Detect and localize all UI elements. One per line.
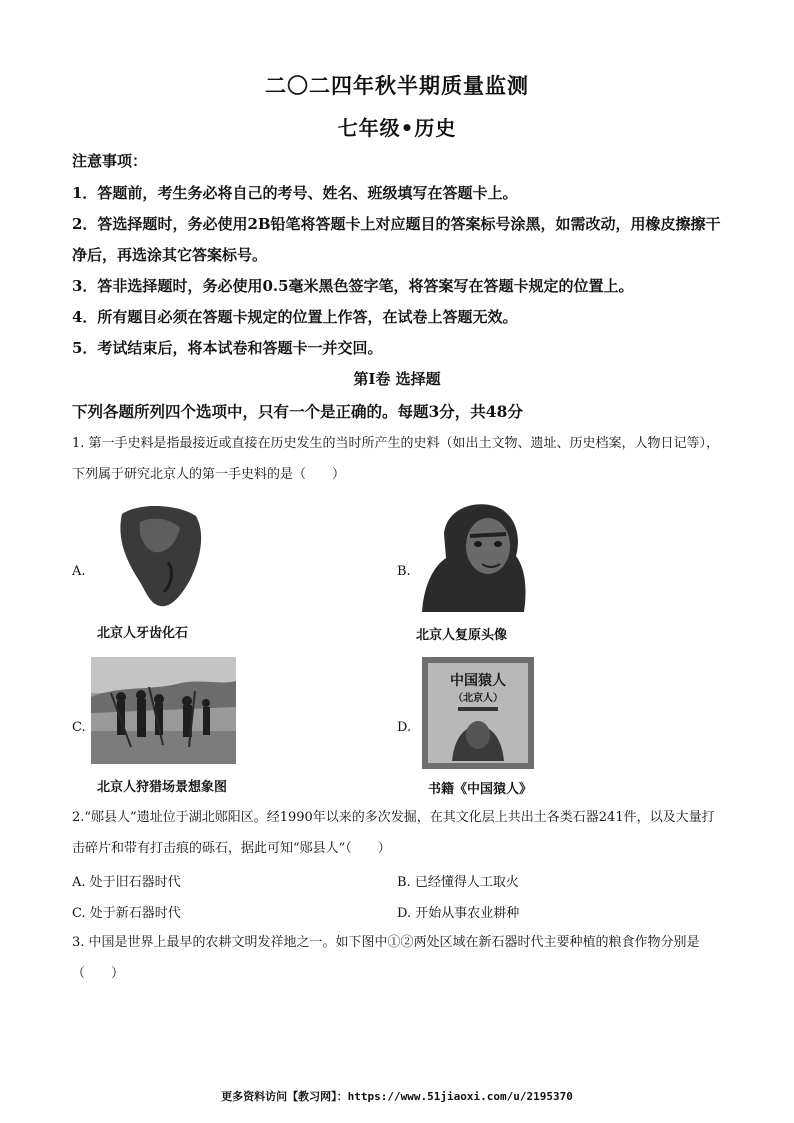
section-instruction: 下列各题所列四个选项中，只有一个是正确的。每题3分，共48分 bbox=[72, 402, 523, 421]
q1-option-c-letter[interactable]: C. bbox=[72, 720, 86, 735]
q1-option-a-caption: 北京人牙齿化石 bbox=[97, 626, 189, 641]
notice-heading: 注意事项： bbox=[72, 152, 148, 170]
tooth-fossil-image bbox=[110, 500, 210, 612]
question-1-stem: 1. 第一手史料是指最接近或直接在历史发生的当时所产生的史料（如出土文物、遗址、历史档案，人物日记等），下列属于研究北京人的第一手史料的是（ ） bbox=[72, 436, 720, 482]
book-cover-image bbox=[422, 657, 534, 769]
q1-option-b-letter[interactable]: B. bbox=[397, 564, 411, 579]
q1-option-b-caption: 北京人复原头像 bbox=[416, 628, 508, 643]
q1-option-d-letter[interactable]: D. bbox=[397, 720, 412, 735]
question-2-stem: 2.“郧县人”遗址位于湖北郧阳区。经1990年以来的多次发掘，在其文化层上共出土各类石器241件，以及大量打击碎片和带有打击痕的砾石，据此可知“郧县人”（ ） bbox=[72, 810, 715, 856]
question-3-stem: 3. 中国是世界上最早的农耕文明发祥地之一。如下图中①②两处区域在新石器时代主要种植的粮食作物分别是（ ） bbox=[72, 935, 700, 981]
q1-option-a-letter[interactable]: A. bbox=[72, 564, 86, 579]
q2-option-a[interactable]: A. 处于旧石器时代 bbox=[72, 875, 181, 890]
q2-option-c[interactable]: C. 处于新石器时代 bbox=[72, 906, 181, 921]
book-subtitle-text: （北京人） bbox=[453, 693, 503, 704]
section-title: 第Ⅰ卷 选择题 bbox=[353, 370, 441, 388]
reconstructed-head-image bbox=[416, 498, 528, 614]
notice-item-3: 3．答非选择题时，务必使用0.5毫米黑色签字笔，将答案写在答题卡规定的位置上。 bbox=[72, 277, 634, 295]
q1-option-d-caption: 书籍《中国猿人》 bbox=[428, 782, 533, 797]
footer-link[interactable]: 更多资料访问【教习网】：https://www.51jiaoxi.com/u/2195370 bbox=[221, 1090, 573, 1103]
notice-item-2: 2．答选择题时，务必使用2B铅笔将答题卡上对应题目的答案标号涂黑，如需改动，用橡皮擦擦干净后，再选涂其它答案标号。 bbox=[72, 215, 721, 264]
hunting-scene-image bbox=[91, 657, 236, 764]
book-title-text: 中国猿人 bbox=[450, 673, 506, 689]
q2-option-b[interactable]: B. 已经懂得人工取火 bbox=[397, 875, 519, 890]
notice-item-5: 5．考试结束后，将本试卷和答题卡一并交回。 bbox=[72, 339, 383, 357]
exam-title: 二〇二四年秋半期质量监测 bbox=[265, 73, 529, 98]
exam-subtitle: 七年级•历史 bbox=[337, 116, 457, 140]
notice-item-1: 1．答题前，考生务必将自己的考号、姓名、班级填写在答题卡上。 bbox=[72, 184, 518, 202]
q2-option-d[interactable]: D. 开始从事农业耕种 bbox=[397, 906, 520, 921]
notice-item-4: 4．所有题目必须在答题卡规定的位置上作答，在试卷上答题无效。 bbox=[72, 308, 518, 326]
q1-option-c-caption: 北京人狩猎场景想象图 bbox=[97, 780, 228, 795]
